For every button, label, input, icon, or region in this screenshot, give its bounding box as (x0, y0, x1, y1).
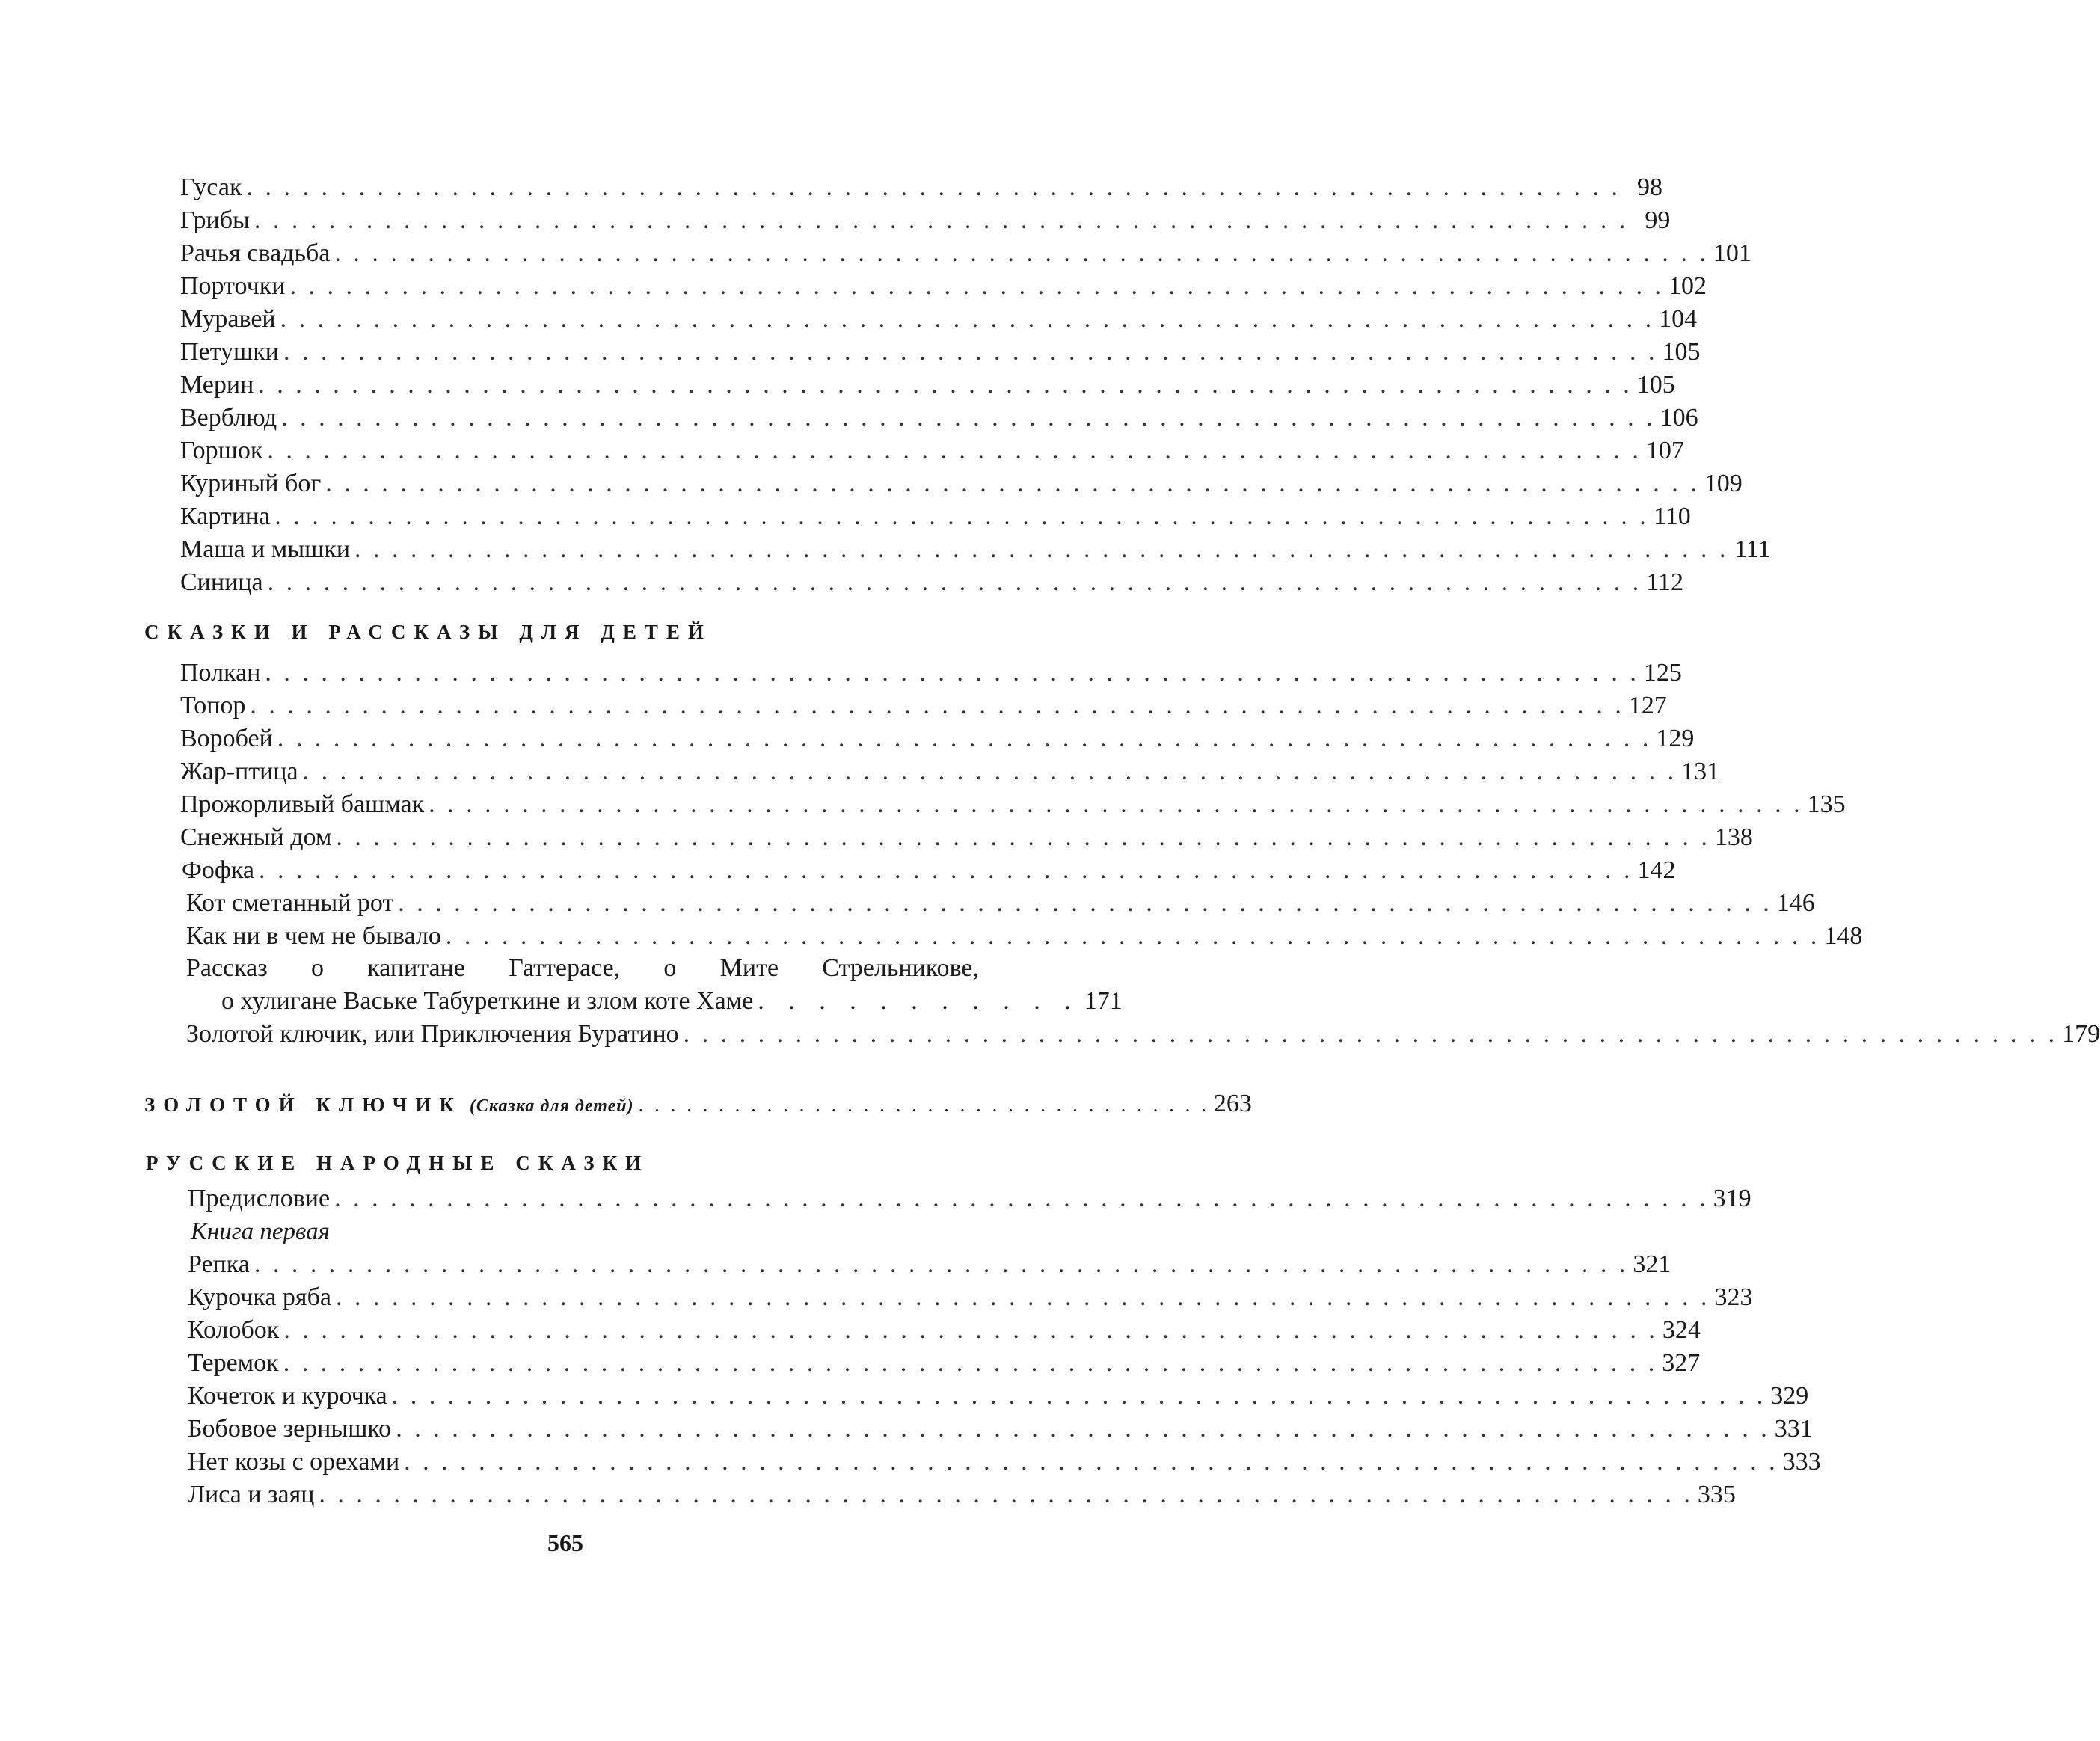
dot-leader (268, 566, 1642, 599)
toc-entry (186, 920, 1863, 953)
dot-leader (258, 369, 1633, 402)
entry-title: Полкан (180, 659, 261, 687)
entry-title: Петушки (180, 338, 279, 366)
toc-entry (180, 690, 1667, 722)
page-number: 565 (547, 1529, 583, 1556)
entry-page: 107 (1645, 437, 1684, 464)
entry-title: Рачья свадьба (180, 239, 331, 267)
entry-page: 333 (1782, 1448, 1821, 1476)
entry-page: 142 (1637, 856, 1676, 884)
toc-entry (180, 402, 1698, 435)
entry-title: Лиса и заяц (188, 1481, 315, 1508)
entry-page: 125 (1643, 659, 1682, 687)
toc-entry (188, 1248, 1671, 1281)
toc-entry (186, 887, 1815, 920)
entry-title: Прожорливый башмак (180, 790, 425, 818)
entry-title: Грибы (180, 206, 250, 234)
dot-leader (336, 821, 1710, 854)
entry-page: 111 (1734, 535, 1771, 563)
entry-title: Предисловие (188, 1185, 331, 1212)
dot-leader (289, 270, 1664, 303)
entry-title: Нет козы с орехами (188, 1448, 400, 1476)
entry-page: 105 (1636, 371, 1675, 399)
toc-entry (188, 1347, 1701, 1380)
entry-page: 138 (1714, 823, 1753, 851)
toc-entry (188, 1380, 1809, 1413)
toc-entry (180, 270, 1707, 303)
dot-leader (354, 533, 1729, 566)
dot-leader (334, 1182, 1709, 1215)
dot-leader (274, 500, 1649, 533)
dot-leader (684, 1018, 2058, 1051)
entry-page: 146 (1776, 889, 1815, 917)
toc-entry (180, 755, 1720, 788)
entry-title: Колобок (188, 1316, 280, 1344)
book-label: Книга первая (191, 1218, 330, 1245)
entry-title: Мерин (180, 371, 254, 399)
toc-entry (180, 336, 1701, 369)
dot-leader (267, 435, 1642, 467)
entry-title: Как ни в чем не бывало (186, 922, 441, 950)
dot-leader (254, 1248, 1629, 1281)
dot-leader (283, 336, 1658, 369)
dot-leader (280, 303, 1655, 336)
toc-entry-line-2 (221, 985, 1123, 1018)
toc-entry (188, 1281, 1753, 1314)
dot-leader (254, 204, 1629, 237)
entry-title: Фофка (182, 856, 254, 884)
toc-entry (180, 171, 1662, 204)
toc-entry (180, 435, 1684, 467)
toc-entry-line-1: Рассказ о капитане Гаттерасе, о Мите Стрельникове, (186, 954, 979, 982)
toc-entry (188, 1314, 1701, 1347)
dot-leader (429, 788, 1803, 821)
section-heading: СКАЗКИ И РАССКАЗЫ ДЛЯ ДЕТЕЙ (144, 621, 712, 643)
dot-leader (398, 887, 1772, 920)
toc-entry (188, 1446, 1821, 1479)
toc-entry (188, 1413, 1813, 1446)
entry-title: Муравей (180, 305, 276, 333)
toc-entry (180, 303, 1698, 336)
dot-leader (325, 467, 1700, 500)
entry-page: 98 (1636, 174, 1662, 201)
entry-page: 106 (1660, 404, 1698, 432)
entry-title: Топор (180, 692, 246, 719)
entry-title: Маша и мышки (180, 535, 351, 563)
entry-title: Репка (188, 1250, 250, 1278)
dot-leader (283, 1347, 1658, 1380)
dot-leader (281, 402, 1656, 435)
entry-page: 324 (1662, 1316, 1701, 1344)
entry-title: Картина (180, 503, 271, 530)
entry-title: Курочка ряба (188, 1283, 331, 1311)
entry-title: Снежный дом (180, 823, 332, 851)
entry-title: Горшок (180, 437, 263, 464)
section-subtitle: (Сказка для детей) (469, 1096, 634, 1116)
toc-entry (180, 204, 1671, 237)
dot-leader: . . . . . . . . . . . (758, 987, 1080, 1015)
dot-leader (265, 657, 1639, 690)
toc-entry (180, 821, 1753, 854)
dot-leader (446, 920, 1820, 953)
entry-title: Бобовое зернышко (188, 1415, 392, 1443)
toc-entry (188, 1182, 1751, 1215)
entry-page: 327 (1662, 1349, 1701, 1377)
entry-page: 102 (1668, 272, 1707, 300)
entry-title: Куриный бог (180, 470, 322, 497)
dot-leader (336, 1281, 1710, 1314)
dot-leader (303, 755, 1677, 788)
toc-entry (180, 500, 1691, 533)
dot-leader (396, 1413, 1770, 1446)
dot-leader (277, 722, 1652, 755)
entry-page: 323 (1714, 1283, 1753, 1311)
toc-entry (180, 788, 1846, 821)
entry-title: Воробей (180, 725, 273, 752)
entry-title: Верблюд (180, 404, 277, 432)
entry-title: Жар-птица (180, 758, 298, 785)
entry-page: 329 (1770, 1382, 1809, 1410)
entry-title: Кочеток и курочка (188, 1382, 387, 1410)
toc-entry (180, 722, 1695, 755)
entry-title: Кот сметанный рот (186, 889, 394, 917)
entry-page: 105 (1662, 338, 1701, 366)
entry-page: 179 (2062, 1020, 2100, 1048)
entry-page: 101 (1713, 239, 1751, 267)
entry-page: 135 (1807, 790, 1846, 818)
dot-leader (392, 1380, 1766, 1413)
entry-title: Золотой ключик, или Приключения Буратино (186, 1020, 679, 1048)
entry-page: 129 (1656, 725, 1695, 752)
toc-entry (186, 1018, 2100, 1051)
dot-leader (639, 1091, 1209, 1118)
section-heading: ЗОЛОТОЙ КЛЮЧИК (144, 1093, 462, 1116)
entry-title: Порточки (180, 272, 286, 300)
dot-leader (334, 237, 1709, 270)
entry-page: 335 (1697, 1481, 1736, 1508)
entry-page: 148 (1824, 922, 1863, 950)
entry-title: Теремок (188, 1349, 279, 1377)
toc-entry (180, 566, 1684, 599)
entry-page: 321 (1633, 1250, 1671, 1278)
entry-page: 171 (1084, 987, 1123, 1015)
entry-title: Синица (180, 568, 263, 596)
entry-page: 104 (1659, 305, 1698, 333)
toc-entry (182, 854, 1676, 887)
dot-leader (319, 1479, 1693, 1511)
toc-entry (188, 1479, 1736, 1511)
section-heading-with-page (144, 1090, 1252, 1120)
toc-entry (180, 533, 1771, 566)
toc-entry (180, 467, 1743, 500)
entry-title: о хулигане Ваське Табуреткине и злом коте Хаме (221, 987, 754, 1015)
dot-leader (250, 690, 1624, 722)
entry-page: 112 (1646, 568, 1684, 596)
entry-page: 99 (1645, 206, 1671, 234)
dot-leader (404, 1446, 1778, 1479)
dot-leader (283, 1314, 1658, 1347)
entry-page: 131 (1681, 758, 1720, 785)
section-heading: РУССКИЕ НАРОДНЫЕ СКАЗКИ (146, 1152, 650, 1174)
dot-leader (246, 171, 1621, 204)
entry-page: 331 (1774, 1415, 1813, 1443)
toc-entry (180, 369, 1675, 402)
entry-page: 319 (1713, 1185, 1751, 1212)
toc-entry (180, 657, 1682, 690)
entry-page: 127 (1628, 692, 1667, 719)
entry-page: 263 (1213, 1090, 1252, 1117)
dot-leader (259, 854, 1633, 887)
entry-title: Гусак (180, 174, 242, 201)
entry-page: 109 (1704, 470, 1743, 497)
toc-entry (180, 237, 1751, 270)
entry-page: 110 (1653, 503, 1691, 530)
